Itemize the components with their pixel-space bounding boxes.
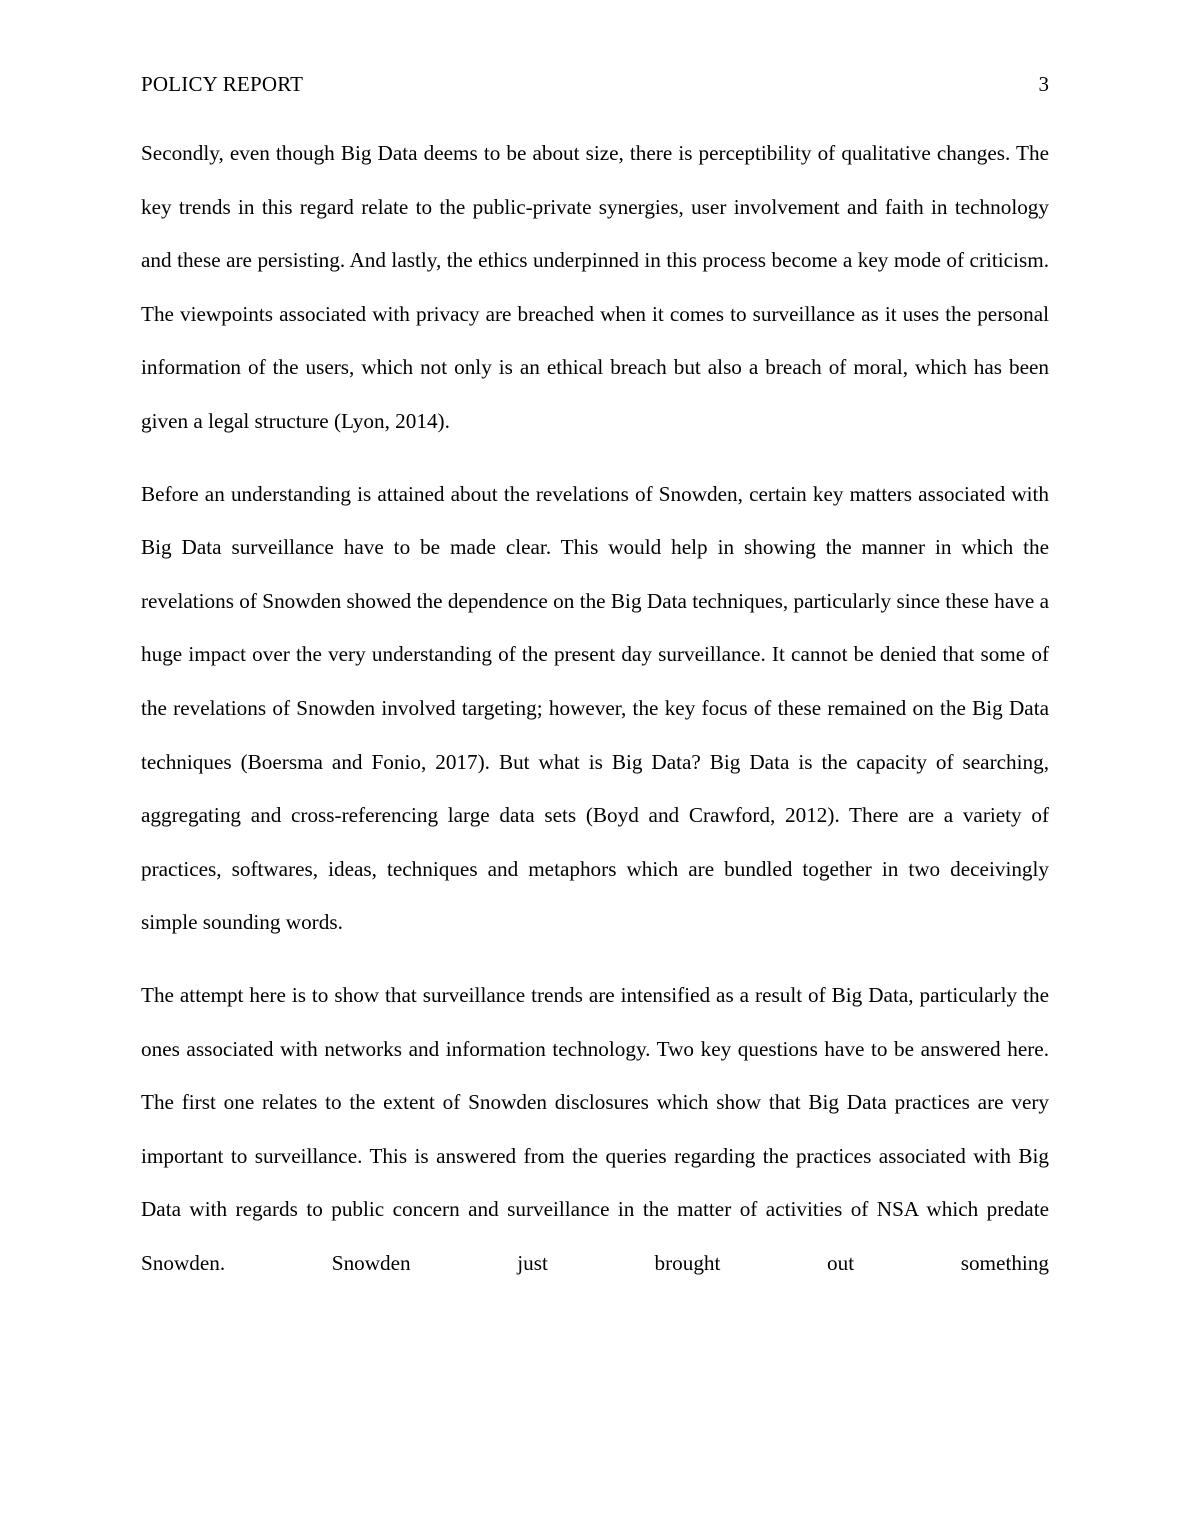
running-head: POLICY REPORT bbox=[141, 72, 304, 96]
paragraph-3: The attempt here is to show that surveillance trends are intensified as a result of Big Data, particularly the ones associated with networks and information technology. Two key questions have to be answered here. The first one relates to the extent of Snowden disclosures which show that Big Data practices are very important to surveillance. This is answered from the queries regarding the practices associated with Big Data with regards to public concern and surveillance in the matter of activities of NSA which predate Snowden. Snowden just brought out something bbox=[141, 982, 1049, 1275]
page-number: 3 bbox=[1038, 72, 1049, 96]
paragraph-1: Secondly, even though Big Data deems to be about size, there is perceptibility of qualitative changes. The key trends in this regard relate to the public-private synergies, user involvement and faith in technology and these are persisting. And lastly, the ethics underpinned in this process become a key mode of criticism. The viewpoints associated with privacy are breached when it comes to surveillance as it uses the personal information of the users, which not only is an ethical breach but also a breach of moral, which has been given a legal structure (Lyon, 2014). bbox=[141, 141, 1049, 433]
body-text bbox=[141, 127, 1049, 1309]
paragraph-2: Before an understanding is attained about the revelations of Snowden, certain key matters associated with Big Data surveillance have to be made clear. This would help in showing the manner in which the revelations of Snowden showed the dependence on the Big Data techniques, particularly since these have a huge impact over the very understanding of the present day surveillance. It cannot be denied that some of the revelations of Snowden involved targeting; however, the key focus of these remained on the Big Data techniques (Boersma and Fonio, 2017). But what is Big Data? Big Data is the capacity of searching, aggregating and cross-referencing large data sets (Boyd and Crawford, 2012). There are a variety of practices, softwares, ideas, techniques and metaphors which are bundled together in two deceivingly simple sounding words. bbox=[141, 481, 1049, 935]
